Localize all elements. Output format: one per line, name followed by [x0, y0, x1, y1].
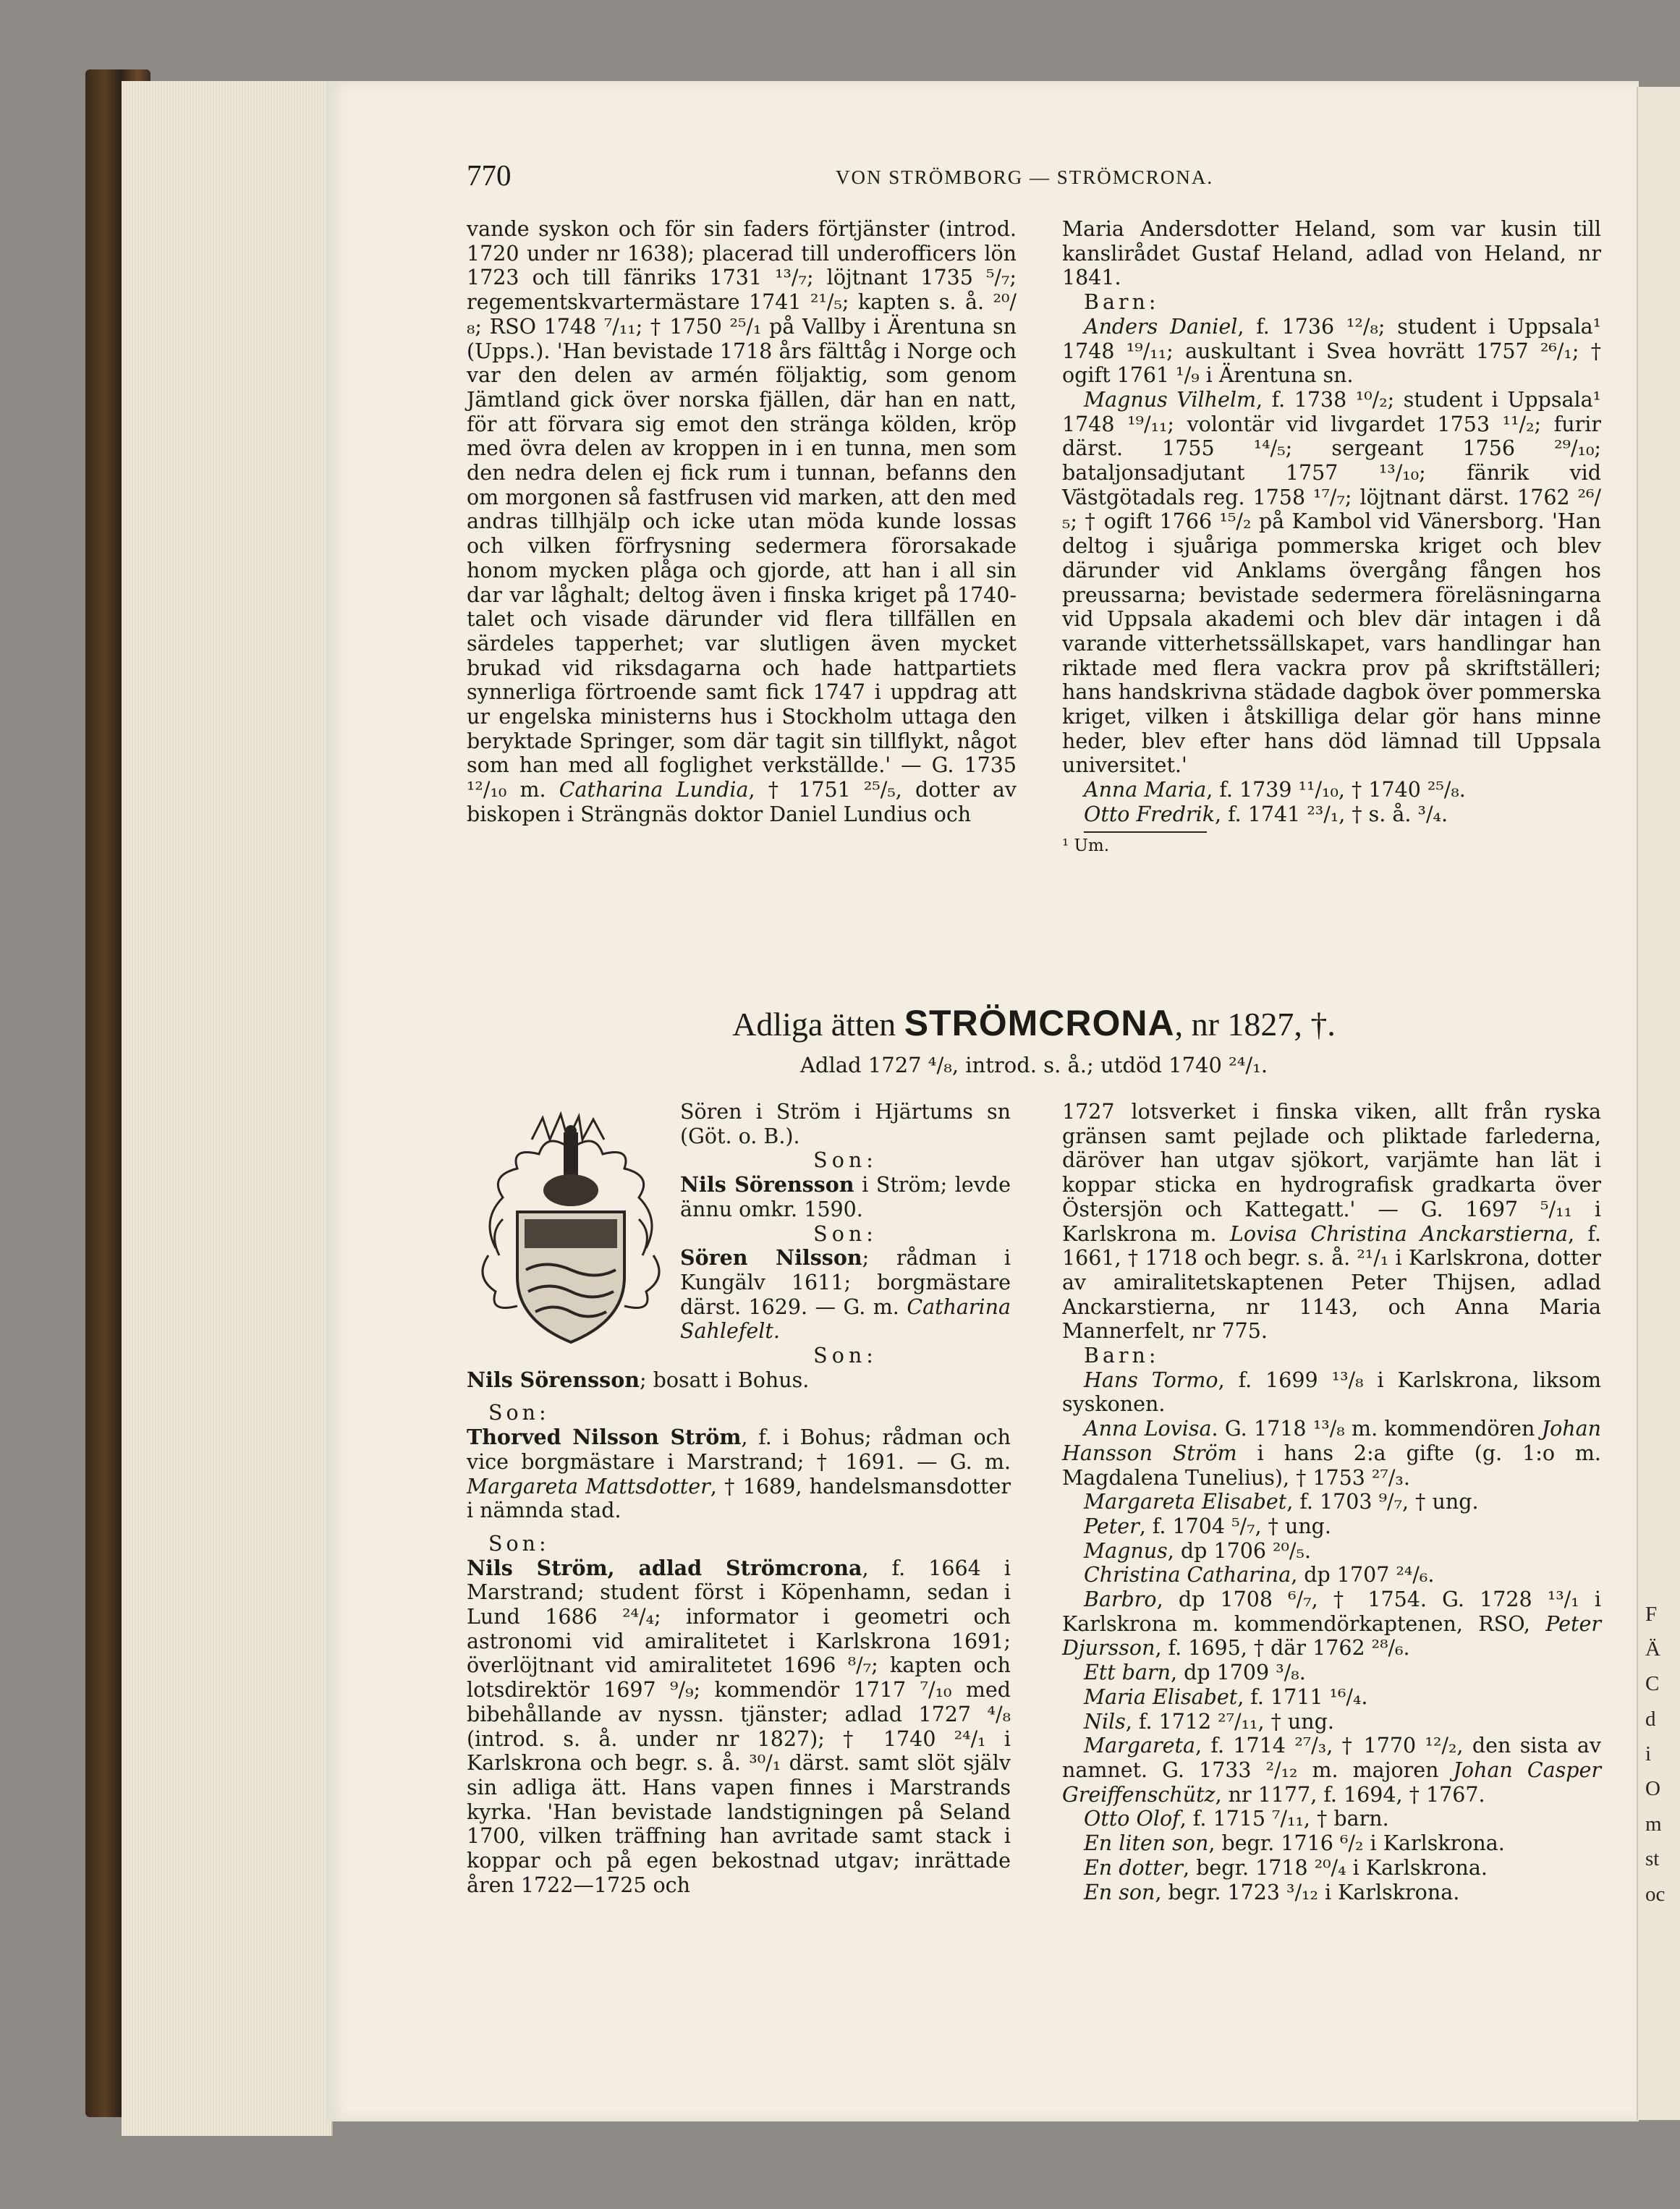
facing-page-fragment: O — [1645, 1777, 1660, 1800]
person-name: Sören Nilsson — [680, 1245, 862, 1271]
text-run: ; bosatt i Bohus. — [639, 1368, 810, 1392]
family-subtitle: Adlad 1727 ⁴/₈, introd. s. å.; utdöd 1740 ²⁴/₁. — [799, 1053, 1268, 1077]
children-list — [1062, 1368, 1601, 1904]
child-entry — [1062, 1417, 1601, 1490]
text-run: , † 1689, handelsmansdotter i nämnda stad. — [467, 1474, 1011, 1523]
right-column-top — [1062, 217, 1601, 858]
text-run: , f. 1715 ⁷/₁₁, † barn. — [1179, 1807, 1389, 1831]
child-entry — [1062, 1710, 1601, 1734]
person-name: Margareta Elisabet — [1084, 1490, 1287, 1514]
child-entry — [1062, 778, 1601, 802]
text-run: , f. 1714 ²⁷/₃, † 1770 ¹²/₂, den sista av namnet. G. 1733 ²/₁₂ m. majoren — [1062, 1734, 1601, 1782]
son-heading: Son: — [488, 1401, 550, 1425]
child-entry — [1062, 1587, 1601, 1661]
text-run: , f. 1664 i Marstrand; student först i Köpenhamn, sedan i Lund 1686 ²⁴/₄; informator i geometri och astronomi vid amiralitetet i Karlskrona 1691; överlöjtnant vid amiralitetet 1696 ⁸/₇; kapten och lotsdirektör 1697 ⁹/₉; kommendör 1717 ⁷/₁₀ med bibehållande av nyssn. tjänster; adlad 1727 ⁴/₈ (introd. s. å. under nr 1827); † 1740 ²⁴/₁ i Karlskrona och begr. s. å. ³⁰/₁ därst. samt slöt själv sin adliga ätt. Hans vapen finnes i Marstrands kyrka. 'Han bevistade landstigningen på Seland 1700, vilken träffning han avritade samt stack i koppar och på egen bekostnad utgav; inrättade åren 1722—1725 och — [467, 1556, 1011, 1897]
facing-page-edge — [1637, 87, 1680, 2120]
text-run: , f. 1699 ¹³/₈ i Karlskrona, liksom syskonen. — [1062, 1368, 1601, 1417]
text-run: , begr. 1716 ⁶/₂ i Karlskrona. — [1208, 1831, 1505, 1856]
page-number: 770 — [467, 158, 512, 192]
person-name: Maria Elisabet — [1084, 1684, 1238, 1709]
son-heading: Son: — [813, 1148, 878, 1173]
child-entry — [1062, 1661, 1601, 1685]
text-run: , f. 1739 ¹¹/₁₀, † 1740 ²⁵/₈. — [1206, 778, 1466, 802]
paragraph — [467, 217, 1017, 827]
text-run: , dp 1707 ²⁴/₆. — [1291, 1563, 1435, 1587]
facing-page-fragment: d — [1645, 1708, 1656, 1731]
person-name: Margareta — [1084, 1734, 1195, 1758]
person-name: Otto Fredrik — [1084, 802, 1216, 826]
person-name: Otto Olof — [1084, 1807, 1180, 1831]
paragraph — [680, 1173, 1011, 1221]
text-run: ; rådman i Kungälv 1611; borgmästare därst. 1629. — G. m. — [680, 1246, 1011, 1319]
person-name: En son — [1084, 1880, 1155, 1904]
family-title-suffix: , nr 1827, †. — [1174, 1006, 1336, 1043]
person-name: Anna Lovisa — [1084, 1417, 1212, 1441]
text-run: , f. 1738 ¹⁰/₂; student i Uppsala¹ 1748 ¹⁹/₁₁; volontär vid livgardet 1753 ¹¹/₂; furir därst. 1755 ¹⁴/₅; sergeant 1756 ²⁹/₁₀; bataljonsadjutant 1757 ¹³/₁₀; fänrik vid Västgötadals reg. 1758 ¹⁷/₇; löjtnant därst. 1762 ²⁶/₅; † ogift 1766 ¹⁵/₂ på Kambol vid Vänersborg. 'Han deltog i sjuåriga pommerska kriget och blev därunder vid Anklams övergång fången hos preussarna; bevistade sedermera föreläsningarna vid Uppsala akademi och blev där intagen i då varande vitterhetssällskapet, vars handlingar han riktade med flera vackra prov på skriftställeri; hans handskrivna städade dagbok över pommerska kriget, vilken i åtskilliga delar gör hans minne heder, blev efter hans död lämnad till Uppsala universitet.' — [1062, 387, 1601, 778]
text-run: , f. 1704 ⁵/₇, † ung. — [1139, 1514, 1331, 1538]
child-entry — [1062, 1685, 1601, 1710]
facing-page-fragment: oc — [1645, 1883, 1666, 1906]
text-run: , † 1751 ²⁵/₅, dotter av biskopen i Strängnäs doktor Daniel Lundius och — [467, 778, 1017, 826]
facing-page-fragment: st — [1645, 1847, 1660, 1870]
person-name: Johan Hansson Ström — [1062, 1417, 1601, 1465]
person-name: Magnus Vilhelm — [1084, 387, 1256, 412]
text-run: , begr. 1718 ²⁰/₄ i Karlskrona. — [1183, 1855, 1488, 1880]
paragraph — [680, 1246, 1011, 1344]
facing-page-fragment: F — [1645, 1603, 1658, 1626]
left-column-bottom — [467, 1100, 1011, 1898]
person-name: Barbro — [1084, 1587, 1157, 1612]
child-entry — [1062, 388, 1601, 778]
text-run: , dp 1709 ³/₈. — [1170, 1661, 1306, 1685]
person-name: Catharina Sahlefelt. — [680, 1294, 1011, 1344]
text-run: , f. 1703 ⁹/₇, † ung. — [1286, 1490, 1479, 1514]
son-heading: Son: — [813, 1344, 878, 1368]
child-entry — [1062, 315, 1601, 388]
facing-page-fragment: m — [1645, 1812, 1662, 1836]
child-entry — [1062, 1514, 1601, 1539]
text-run: , f. 1695, † där 1762 ²⁸/₆. — [1155, 1636, 1410, 1661]
page-stack-edge — [122, 81, 333, 2136]
facing-page-fragment: i — [1645, 1742, 1652, 1765]
text-run: . G. 1718 ¹³/₈ m. kommendören — [1211, 1417, 1542, 1441]
child-entry — [1062, 1807, 1601, 1831]
text-run: i Ström; levde ännu omkr. 1590. — [680, 1173, 1011, 1221]
person-name: En dotter — [1084, 1855, 1184, 1880]
person-name: Johan Casper Greiffenschütz — [1062, 1758, 1601, 1807]
family-title-prefix: Adliga ätten — [732, 1006, 904, 1043]
text-run: , f. 1711 ¹⁶/₄. — [1237, 1684, 1368, 1709]
running-title: VON STRÖMBORG — STRÖMCRONA. — [836, 166, 1214, 188]
person-name: Anders Daniel — [1084, 314, 1238, 339]
text-run: , f. i Bohus; rådman och vice borgmästare i Marstrand; † 1691. — G. m. — [467, 1425, 1011, 1474]
paragraph — [1062, 1100, 1601, 1344]
person-name: Margareta Mattsdotter — [467, 1474, 710, 1498]
person-name: Nils Sörensson — [680, 1172, 854, 1197]
person-name: Lovisa Christina Anckarstierna — [1229, 1221, 1568, 1246]
facing-page-fragment: Ä — [1645, 1637, 1660, 1661]
child-entry — [1062, 1856, 1601, 1881]
text-run: , f. 1661, † 1718 och begr. s. å. ²¹/₁ i Karlskrona, dotter av amiralitetskaptenen Peter Thijsen, adlad Anckarstierna, nr 1143, och Anna Maria Mannerfelt, nr 775. — [1062, 1221, 1601, 1344]
person-name: Ett barn — [1084, 1661, 1171, 1685]
child-entry — [1062, 1563, 1601, 1587]
text-run: , f. 1736 ¹²/₈; student i Uppsala¹ 1748 ¹⁹/₁₁; auskultant i Svea hovrätt 1757 ²⁶/₁; † ogift 1761 ¹/₉ i Ärentuna sn. — [1062, 314, 1602, 388]
person-name: Nils — [1084, 1709, 1126, 1734]
child-entry — [1062, 1490, 1601, 1514]
text-run: 1727 lotsverket i finska viken, allt från ryska gränsen samt pejlade och pliktade farlederna, däröver han utgav sjökort, varjämte han lät i koppar sticka en hydrografisk gradkarta över Östersjön och Kattegatt.' — G. 1697 ⁵/₁₁ i Karlskrona m. — [1062, 1100, 1601, 1246]
genealogy-intro — [680, 1100, 1011, 1368]
text-run: , dp 1708 ⁶/₇, † 1754. G. 1728 ¹³/₁ i Karlskrona m. kommendörkaptenen, RSO, — [1062, 1587, 1601, 1636]
right-column-bottom — [1062, 1100, 1601, 1904]
person-name: Nils Ström, adlad Strömcrona — [467, 1555, 862, 1580]
family-name: STRÖMCRONA — [904, 1003, 1175, 1043]
running-head — [467, 158, 1595, 194]
family-title — [467, 1002, 1601, 1044]
child-entry — [1062, 1831, 1601, 1856]
person-name: Thorved Nilsson Ström — [467, 1425, 742, 1450]
son-heading: Son: — [488, 1531, 550, 1556]
child-entry — [1062, 1368, 1601, 1417]
child-entry — [1062, 1539, 1601, 1564]
text-run: , nr 1177, f. 1694, † 1767. — [1215, 1782, 1485, 1807]
person-name: En liten son — [1084, 1831, 1209, 1856]
person-name: Christina Catharina — [1084, 1563, 1291, 1587]
footnote-rule — [1084, 831, 1207, 833]
person-name: Peter — [1084, 1514, 1140, 1538]
child-entry — [1062, 1881, 1601, 1905]
person-name: Anna Maria — [1084, 778, 1207, 802]
paragraph: Maria Andersdotter Heland, som var kusin till kanslirådet Gustaf Heland, adlad von Heland, nr 1841. — [1062, 217, 1601, 290]
paragraph — [467, 1425, 1011, 1523]
person-name: Peter Djursson — [1062, 1611, 1601, 1661]
text-run: , begr. 1723 ³/₁₂ i Karlskrona. — [1155, 1880, 1460, 1904]
person-name: Catharina Lundia — [559, 778, 749, 802]
paragraph — [467, 1368, 1011, 1393]
person-name: Hans Tormo — [1084, 1368, 1218, 1392]
son-heading: Son: — [813, 1221, 878, 1246]
footnote: ¹ Um. — [1062, 836, 1110, 855]
text-run: , dp 1706 ²⁰/₅. — [1167, 1538, 1311, 1563]
person-name: Magnus — [1084, 1538, 1168, 1563]
child-entry — [1062, 802, 1601, 827]
text-run: i hans 2:a gifte (g. 1:o m. Magdalena Tunelius), † 1753 ²⁷/₃. — [1062, 1441, 1601, 1490]
left-column-top — [467, 217, 1017, 827]
person-name: Nils Sörensson — [467, 1367, 640, 1392]
text-run: , f. 1741 ²³/₁, † s. å. ³/₄. — [1215, 802, 1448, 826]
facing-page-fragment: C — [1645, 1672, 1660, 1695]
child-entry — [1062, 1734, 1601, 1807]
text-run: vande syskon och för sin faders förtjänster (introd. 1720 under nr 1638); placerad till underofficers lön 1723 och till fänriks 1731 ¹³/₇; löjtnant 1735 ⁵/₇; regementskvartermästare 1741 ²¹/₅; kapten s. å. ²⁰/₈; RSO 1748 ⁷/₁₁; † 1750 ²⁵/₁ på Vallby i Ärentuna sn (Upps.). 'Han bevistade 1718 års fälttåg i Norge och var den delen av armén följaktig, som genom Jämtland gick över norska fjällen, där han en natt, för att förvara sig emot den stränga kölden, kröp med övra delen av kroppen in i en tunna, men som den nedra delen ej fick rum i tunnan, befanns den om morgonen så fastfrusen vid marken, att den med andras tillhjälp och icke utan möda kunde lossas och vilken förfrysning sedermera förorsakade honom mycken plåga och gjorde, att han i all sin dar var låghalt; deltog även i finska kriget på 1740-talet och visade därunder vid flera tillfällen en särdeles tapperhet; var slutligen även mycket brukad vid riksdagarna och hade hattpartiets synnerliga förtroende samt fick 1747 i uppdrag att ur engelska ministerns hus i Stockholm uttaga den beryktade Springer, som där tagit sin tillflykt, något som han med all foglighet verkställde.' — G. 1735 ¹²/₁₀ m. — [467, 217, 1017, 802]
barn-heading: Barn: — [1084, 290, 1160, 315]
paragraph: Sören i Ström i Hjärtums sn (Göt. o. B.). — [680, 1100, 1011, 1148]
barn-heading: Barn: — [1084, 1344, 1160, 1368]
paragraph — [467, 1556, 1011, 1898]
text-run: , f. 1712 ²⁷/₁₁, † ung. — [1125, 1709, 1334, 1734]
